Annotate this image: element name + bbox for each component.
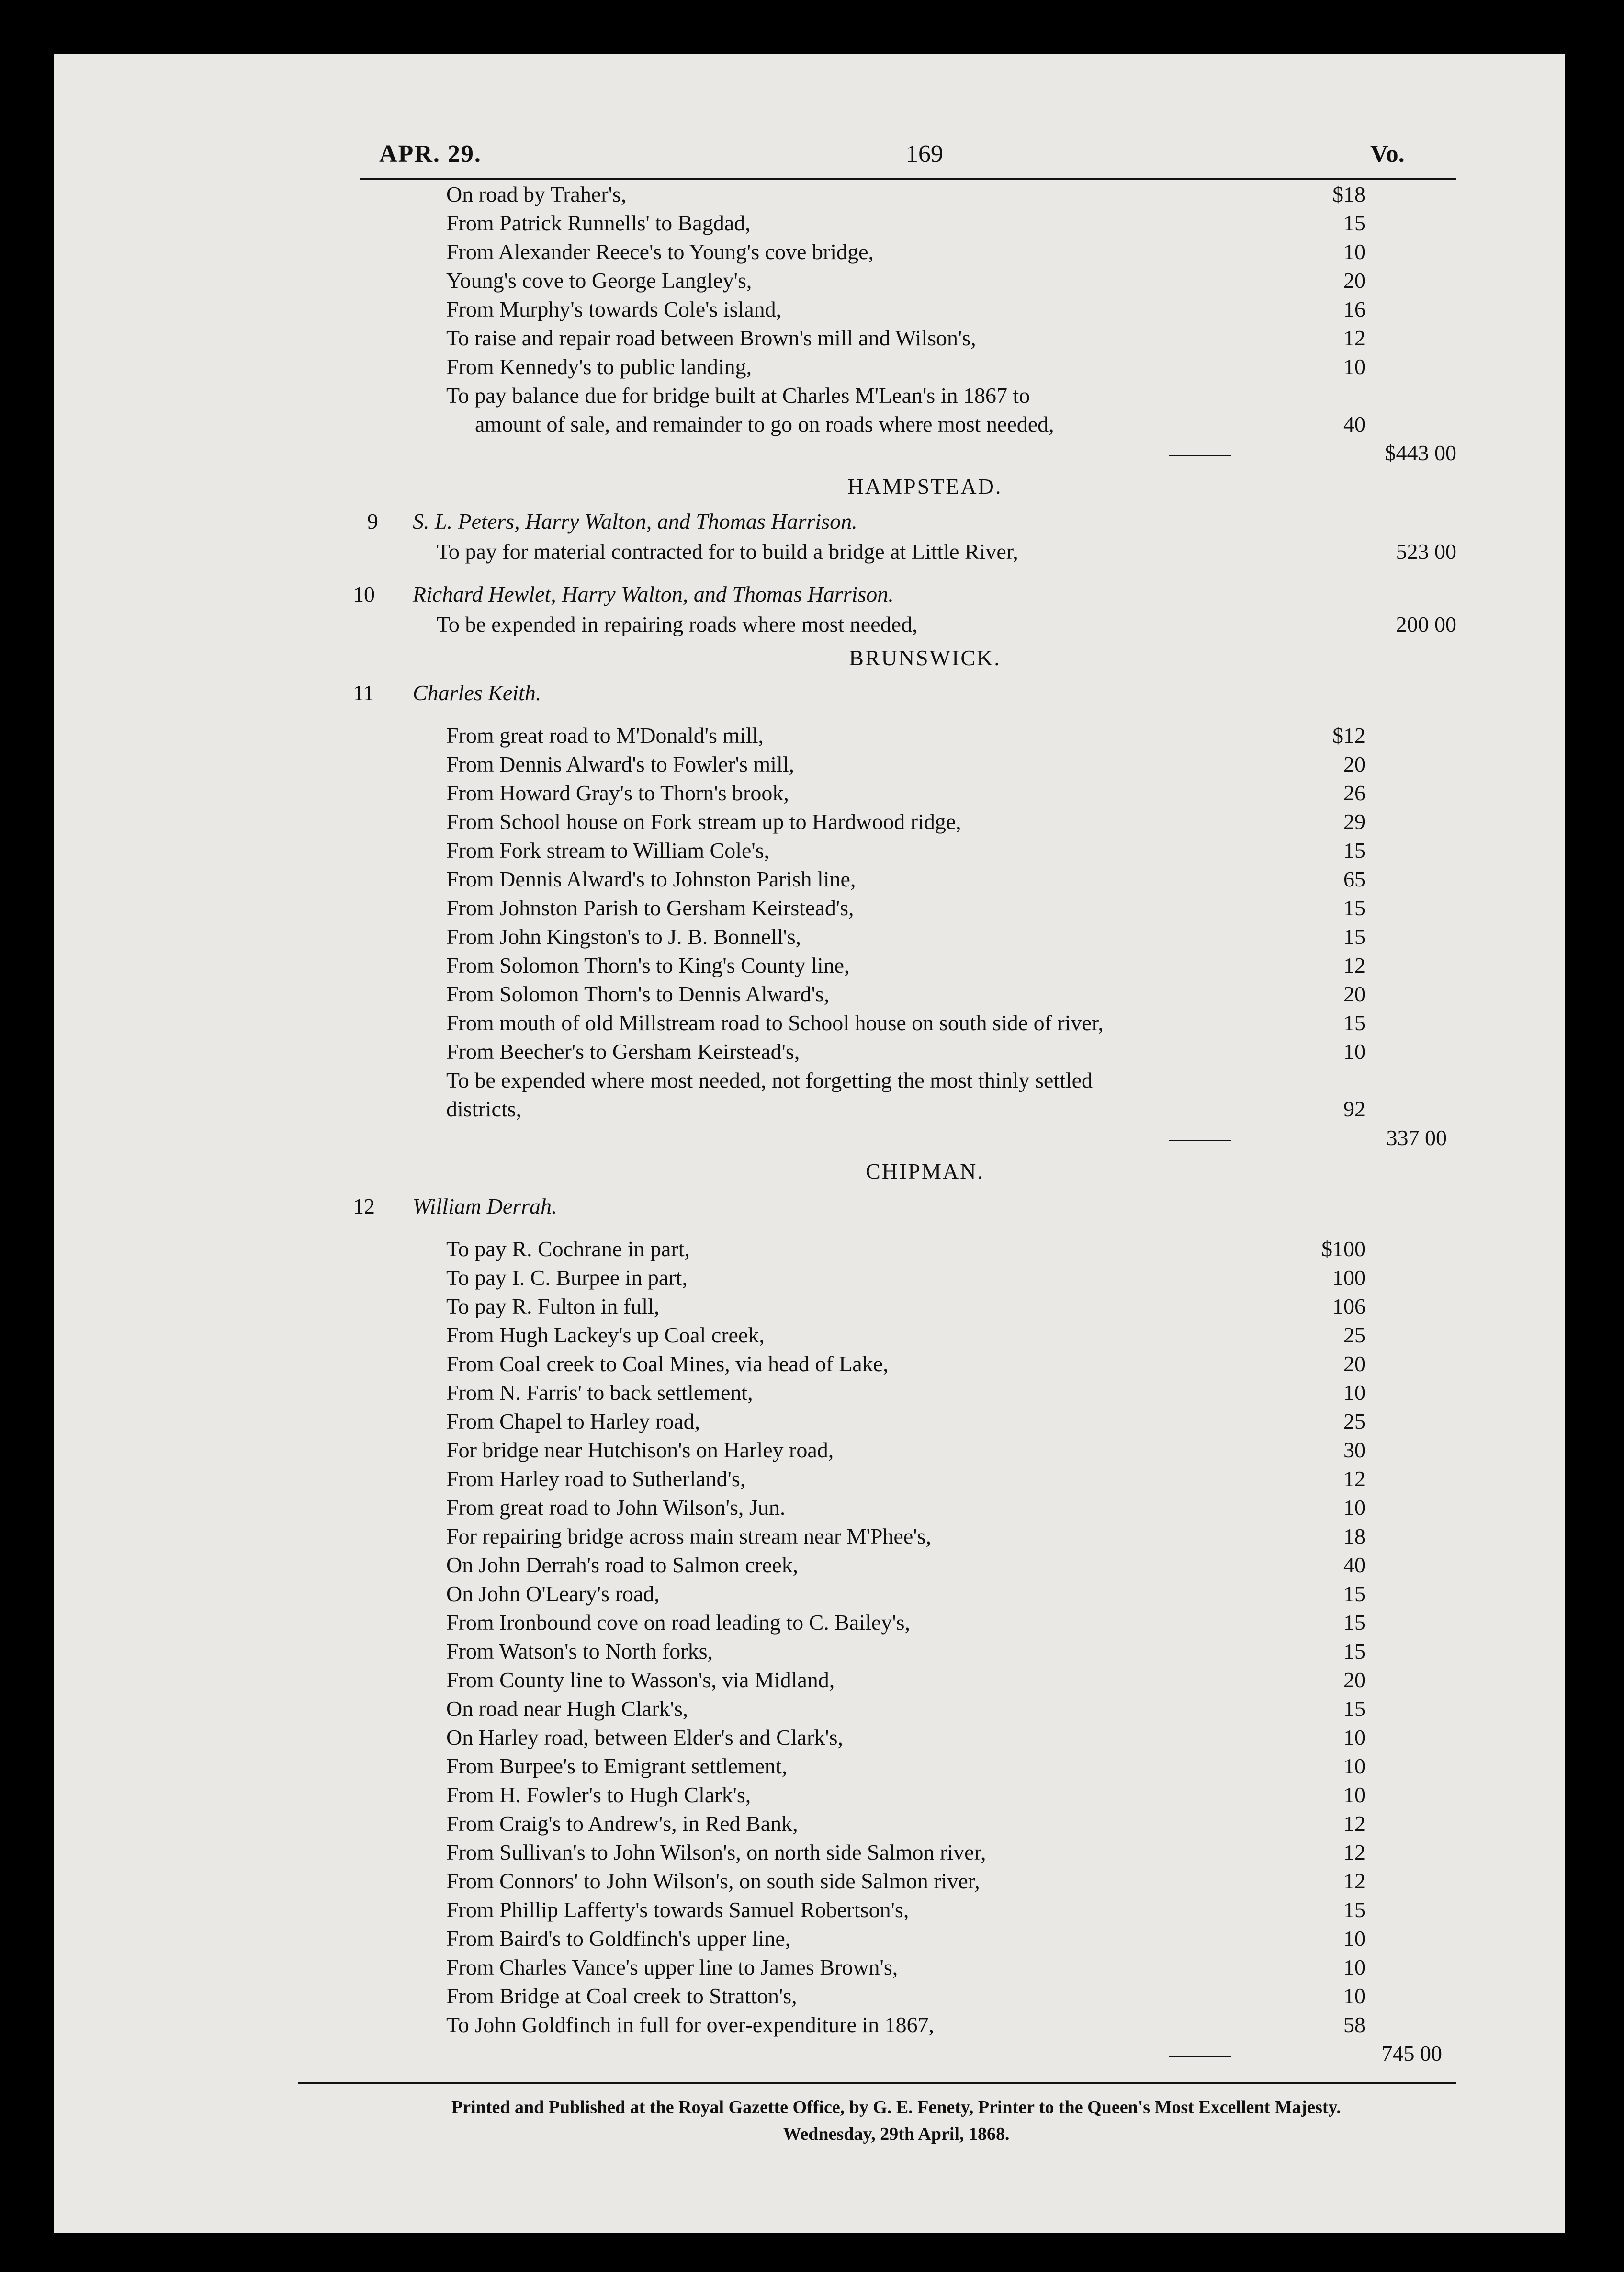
total-value: $443 00: [1385, 441, 1456, 465]
item-text: From Dennis Alward's to Fowler's mill,: [446, 752, 795, 776]
line-item: [298, 894, 1495, 922]
line-item: [298, 1867, 1495, 1896]
item-amount: 25: [1343, 1323, 1365, 1347]
item-text: From Solomon Thorn's to King's County line,: [446, 953, 850, 977]
item-text: From Johnston Parish to Gersham Keirstead's,: [446, 896, 854, 920]
entry-10-persons: [298, 579, 1495, 610]
first-block-items: [298, 180, 1495, 439]
item-text: From County line to Wasson's, via Midland,: [446, 1668, 835, 1692]
line-item: [298, 2011, 1495, 2039]
item-amount: 12: [1343, 1466, 1365, 1491]
item-text: From School house on Fork stream up to Hardwood ridge,: [446, 809, 961, 834]
line-item: [298, 1982, 1495, 2011]
line-item: [298, 1781, 1495, 1809]
item-text: Young's cove to George Langley's,: [446, 268, 752, 293]
brunswick-total: [298, 1124, 1495, 1152]
section-title-hampstead: HAMPSTEAD.: [847, 474, 1003, 499]
line-item: [298, 1037, 1495, 1066]
line-item: [298, 352, 1495, 381]
gazette-page: [298, 135, 1495, 2147]
item-amount: 10: [1343, 1926, 1365, 1951]
line-item: [298, 1235, 1495, 1263]
item-text: From Baird's to Goldfinch's upper line,: [446, 1926, 791, 1951]
page-header: [298, 135, 1495, 178]
section-title-chipman: CHIPMAN.: [866, 1159, 984, 1183]
item-amount: 10: [1343, 1754, 1365, 1778]
item-amount: 25: [1343, 1409, 1365, 1433]
line-item: [298, 1378, 1495, 1407]
item-amount: 20: [1343, 982, 1365, 1006]
footer-date: Wednesday, 29th April, 1868.: [783, 2124, 1010, 2144]
footer-imprint: Printed and Published at the Royal Gazette Office, by G. E. Fenety, Printer to the Queen's Most Excellent Majesty.: [451, 2097, 1341, 2117]
line-item: [298, 266, 1495, 295]
item-amount: 30: [1343, 1438, 1365, 1462]
item-text: From Burpee's to Emigrant settlement,: [446, 1754, 788, 1778]
item-text: From Beecher's to Gersham Keirstead's,: [446, 1039, 800, 1064]
line-item: [298, 1263, 1495, 1292]
item-text: From N. Farris' to back settlement,: [446, 1380, 753, 1405]
line-item: [298, 1321, 1495, 1350]
footer-rule: [298, 2082, 1456, 2084]
line-item: [298, 1637, 1495, 1666]
item-amount: $18: [1332, 182, 1365, 206]
item-text: From Howard Gray's to Thorn's brook,: [446, 781, 789, 805]
item-amount: 26: [1343, 781, 1365, 805]
item-amount: 10: [1343, 1039, 1365, 1064]
item-amount: 15: [1343, 1581, 1365, 1606]
item-amount: 20: [1343, 1352, 1365, 1376]
item-amount: 12: [1343, 326, 1365, 350]
entry-total: 523 00: [1396, 539, 1456, 564]
item-amount: 29: [1343, 809, 1365, 834]
line-item: [298, 980, 1495, 1009]
line-item: [298, 1066, 1495, 1095]
item-text: To pay R. Fulton in full,: [446, 1294, 660, 1318]
footer: [298, 2094, 1495, 2147]
line-item: [298, 1579, 1495, 1608]
item-amount: 58: [1343, 2012, 1365, 2037]
item-amount: 18: [1343, 1524, 1365, 1548]
item-amount: 12: [1343, 1840, 1365, 1864]
item-text: From great road to John Wilson's, Jun.: [446, 1495, 786, 1520]
line-item: [298, 1292, 1495, 1321]
item-text: On road by Traher's,: [446, 182, 627, 206]
line-item: [298, 922, 1495, 951]
line-item: [298, 381, 1495, 410]
item-text: From Kennedy's to public landing,: [446, 354, 752, 379]
item-amount: 92: [1343, 1097, 1365, 1121]
item-amount: 12: [1343, 1869, 1365, 1893]
line-item: [298, 1666, 1495, 1694]
item-text: To be expended where most needed, not forgetting the most thinly settled: [446, 1068, 1093, 1092]
item-text: From Phillip Lafferty's towards Samuel Robertson's,: [446, 1897, 909, 1922]
item-text: From H. Fowler's to Hugh Clark's,: [446, 1783, 751, 1807]
item-text: From Charles Vance's upper line to James Brown's,: [446, 1955, 898, 1979]
item-amount: 10: [1343, 1955, 1365, 1979]
item-text: From Bridge at Coal creek to Stratton's,: [446, 1984, 797, 2008]
item-amount: 10: [1343, 1725, 1365, 1749]
item-text: To be expended in repairing roads where most needed,: [437, 612, 918, 636]
item-amount: 100: [1332, 1265, 1365, 1290]
entry-9-persons: [298, 506, 1495, 537]
entry-number: 9: [367, 509, 378, 534]
item-text: For bridge near Hutchison's on Harley road,: [446, 1438, 834, 1462]
item-amount: 40: [1343, 1553, 1365, 1577]
line-item: [298, 1723, 1495, 1752]
page-sheet: [54, 54, 1565, 2233]
item-amount: 10: [1343, 1783, 1365, 1807]
item-text: On road near Hugh Clark's,: [446, 1696, 688, 1721]
entry-total: 200 00: [1396, 612, 1456, 636]
item-text: From Connors' to John Wilson's, on south side Salmon river,: [446, 1869, 980, 1893]
item-amount: 10: [1343, 1495, 1365, 1520]
item-text: On John Derrah's road to Salmon creek,: [446, 1553, 799, 1577]
line-item: [298, 1608, 1495, 1637]
item-amount: 40: [1343, 412, 1365, 436]
header-volume: Vo.: [1370, 140, 1405, 168]
item-text: From Hugh Lackey's up Coal creek,: [446, 1323, 765, 1347]
line-item: [298, 721, 1495, 750]
item-amount: 10: [1343, 239, 1365, 264]
item-text: On John O'Leary's road,: [446, 1581, 660, 1606]
item-text: From Murphy's towards Cole's island,: [446, 297, 782, 321]
item-text: On Harley road, between Elder's and Clark's,: [446, 1725, 843, 1749]
first-block-total: [298, 439, 1495, 467]
item-text: From Harley road to Sutherland's,: [446, 1466, 746, 1491]
item-amount: 65: [1343, 867, 1365, 891]
line-item: [298, 180, 1495, 209]
chipman-total: [298, 2039, 1495, 2068]
chipman-items: [298, 1235, 1495, 2039]
item-amount: 20: [1343, 1668, 1365, 1692]
line-item: [298, 1953, 1495, 1982]
line-item: [298, 295, 1495, 324]
item-amount: 12: [1343, 953, 1365, 977]
item-text: From Solomon Thorn's to Dennis Alward's,: [446, 982, 830, 1006]
line-item: [298, 1465, 1495, 1493]
item-text: To John Goldfinch in full for over-expenditure in 1867,: [446, 2012, 935, 2037]
item-amount: 15: [1343, 1897, 1365, 1922]
item-text: For repairing bridge across main stream near M'Phee's,: [446, 1524, 931, 1548]
entry-9-line: [298, 537, 1495, 566]
item-amount: 10: [1343, 1984, 1365, 2008]
line-item: [298, 410, 1495, 439]
line-item: [298, 865, 1495, 894]
item-text: To raise and repair road between Brown's mill and Wilson's,: [446, 326, 976, 350]
line-item: [298, 1809, 1495, 1838]
line-item: [298, 209, 1495, 238]
item-text: From Fork stream to William Cole's,: [446, 838, 770, 863]
item-amount: 12: [1343, 1811, 1365, 1836]
item-amount: 20: [1343, 752, 1365, 776]
entry-10-line: [298, 610, 1495, 639]
line-item: [298, 779, 1495, 807]
item-amount: 15: [1343, 896, 1365, 920]
line-item: [298, 1694, 1495, 1723]
item-text: From mouth of old Millstream road to School house on south side of river,: [446, 1011, 1104, 1035]
item-text: From Alexander Reece's to Young's cove bridge,: [446, 239, 874, 264]
item-text: To pay balance due for bridge built at Charles M'Lean's in 1867 to: [446, 383, 1030, 408]
item-text: To pay I. C. Burpee in part,: [446, 1265, 688, 1290]
line-item: [298, 1896, 1495, 1924]
commissioners: Richard Hewlet, Harry Walton, and Thomas Harrison.: [413, 582, 894, 606]
item-amount: 20: [1343, 268, 1365, 293]
item-text: amount of sale, and remainder to go on roads where most needed,: [475, 412, 1054, 436]
item-text: To pay for material contracted for to build a bridge at Little River,: [437, 539, 1018, 564]
item-amount: 10: [1343, 1380, 1365, 1405]
item-amount: 15: [1343, 1011, 1365, 1035]
line-item: [298, 1350, 1495, 1378]
item-text: From Dennis Alward's to Johnston Parish line,: [446, 867, 856, 891]
total-value: 337 00: [1386, 1125, 1447, 1150]
item-text: From Patrick Runnells' to Bagdad,: [446, 211, 751, 235]
total-rule: [1169, 455, 1231, 456]
total-rule: [1169, 1140, 1231, 1141]
line-item: [298, 1924, 1495, 1953]
item-amount: 15: [1343, 1696, 1365, 1721]
entry-number: 11: [353, 681, 374, 705]
item-amount: 106: [1332, 1294, 1365, 1318]
entry-number: 10: [353, 582, 375, 606]
item-amount: 15: [1343, 1610, 1365, 1635]
line-item: [298, 1407, 1495, 1436]
line-item: [298, 324, 1495, 352]
item-amount: 16: [1343, 297, 1365, 321]
line-item: [298, 1436, 1495, 1465]
page-number: 169: [906, 140, 943, 168]
total-value: 745 00: [1381, 2041, 1442, 2066]
line-item: [298, 951, 1495, 980]
item-text: From Watson's to North forks,: [446, 1639, 713, 1663]
item-text: To pay R. Cochrane in part,: [446, 1237, 690, 1261]
commissioners: William Derrah.: [413, 1194, 557, 1218]
section-title-brunswick: BRUNSWICK.: [849, 646, 1001, 670]
item-amount: 15: [1343, 1639, 1365, 1663]
entry-12-persons: [298, 1191, 1495, 1222]
entry-number: 12: [353, 1194, 375, 1218]
brunswick-items: [298, 721, 1495, 1124]
total-rule: [1169, 2056, 1231, 2057]
line-item: [298, 1522, 1495, 1551]
item-text: From great road to M'Donald's mill,: [446, 723, 764, 748]
line-item: [298, 1493, 1495, 1522]
line-item: [298, 750, 1495, 779]
line-item: [298, 1009, 1495, 1037]
item-text: From John Kingston's to J. B. Bonnell's,: [446, 924, 801, 949]
line-item: [298, 1752, 1495, 1781]
line-item: [298, 807, 1495, 836]
item-amount: 15: [1343, 838, 1365, 863]
item-amount: 15: [1343, 211, 1365, 235]
commissioners: S. L. Peters, Harry Walton, and Thomas Harrison.: [413, 509, 857, 534]
item-text: From Ironbound cove on road leading to C. Bailey's,: [446, 1610, 911, 1635]
item-text: From Sullivan's to John Wilson's, on north side Salmon river,: [446, 1840, 986, 1864]
item-text: From Coal creek to Coal Mines, via head of Lake,: [446, 1352, 889, 1376]
item-amount: 15: [1343, 924, 1365, 949]
line-item: [298, 836, 1495, 865]
item-amount: $12: [1332, 723, 1365, 748]
line-item: [298, 1838, 1495, 1867]
commissioners: Charles Keith.: [413, 681, 541, 705]
item-amount: $100: [1321, 1237, 1365, 1261]
header-date: APR. 29.: [379, 140, 482, 168]
item-text: districts,: [446, 1097, 522, 1121]
line-item: [298, 1551, 1495, 1579]
line-item: [298, 1095, 1495, 1124]
item-text: From Craig's to Andrew's, in Red Bank,: [446, 1811, 798, 1836]
item-amount: 10: [1343, 354, 1365, 379]
item-text: From Chapel to Harley road,: [446, 1409, 700, 1433]
line-item: [298, 238, 1495, 266]
entry-11-persons: [298, 677, 1495, 709]
